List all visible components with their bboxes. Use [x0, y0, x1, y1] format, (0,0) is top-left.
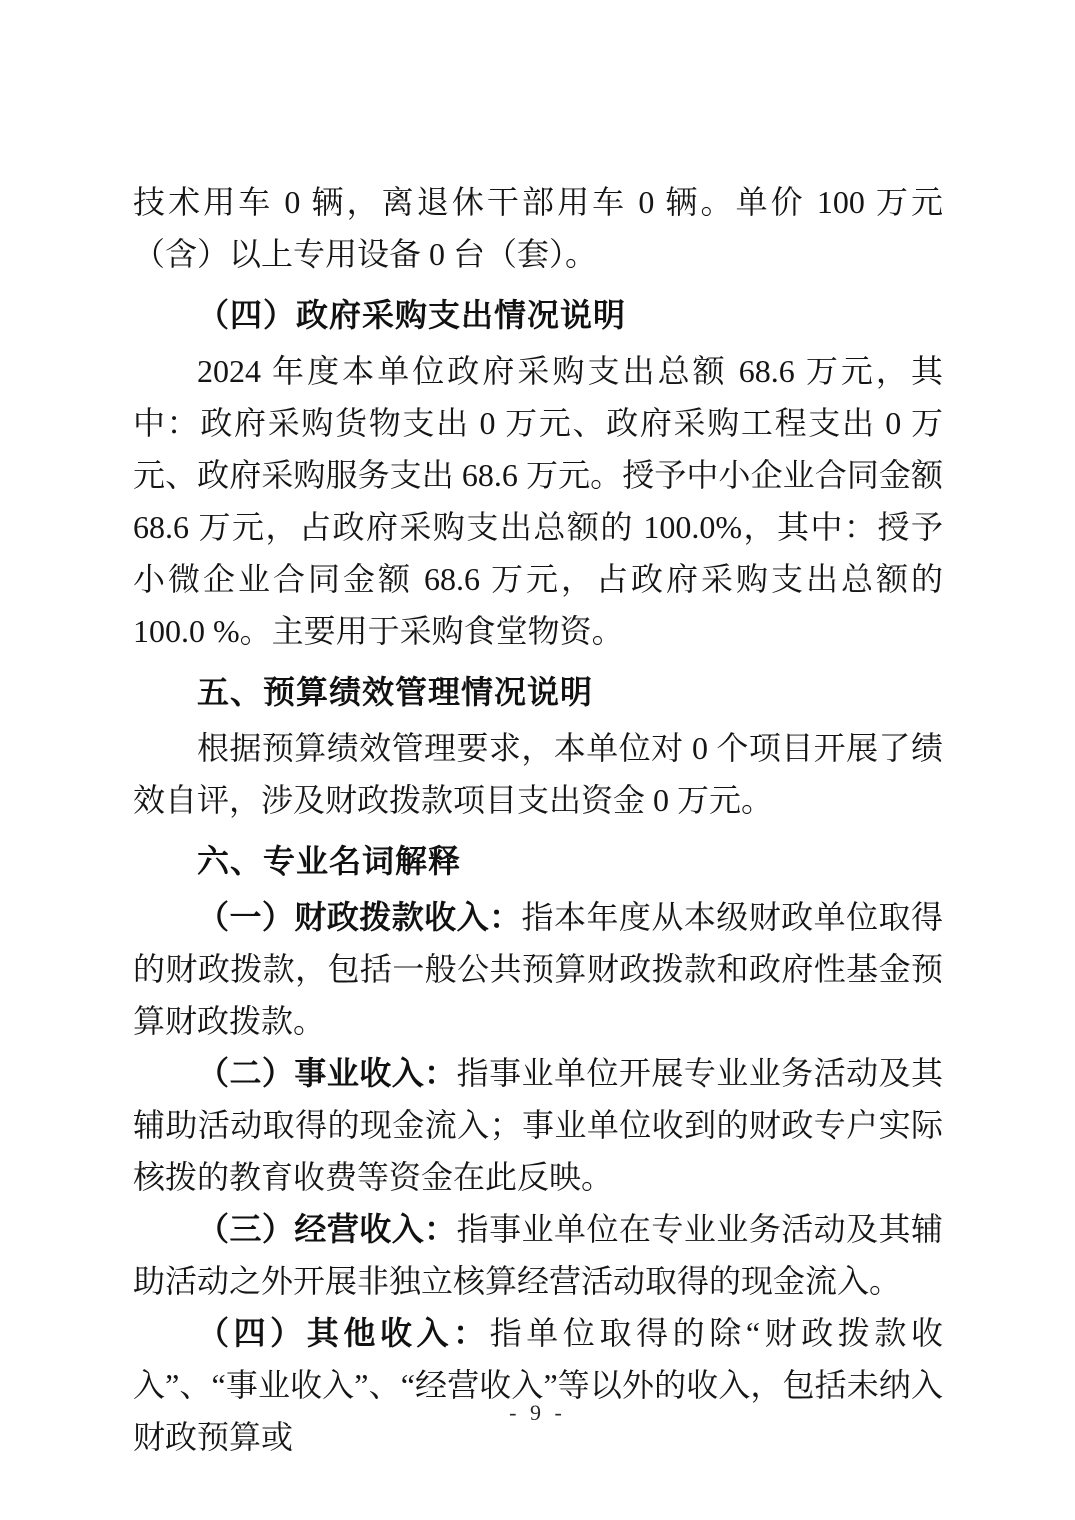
term-lead-fiscal-appropriation-income: （一）财政拨款收入：: [197, 899, 522, 935]
paragraph-vehicles-equipment-continuation: 技术用车 0 辆，离退休干部用车 0 辆。单价 100 万元（含）以上专用设备 0 台（套）。: [133, 184, 943, 272]
heading-section5-budget-performance: 五、预算绩效管理情况说明: [197, 674, 594, 710]
term-lead-operating-income: （三）经营收入：: [197, 1211, 457, 1247]
term-desc-operating-income: 指事业单位在专业业务活动及其辅助活动之外开展非独立核算经营活动取得的现金流入。: [133, 1211, 943, 1299]
term-desc-other-income: 指单位取得的除“财政拨款收入”、“事业收入”、“经营收入”等以外的收入，包括未纳入财政预算或: [133, 1315, 943, 1455]
term-desc-institutional-income: 指事业单位开展专业业务活动及其辅助活动取得的现金流入；事业单位收到的财政专户实际核拨的教育收费等资金在此反映。: [133, 1055, 943, 1195]
term-desc-fiscal-appropriation-income: 指本年度从本级财政单位取得的财政拨款，包括一般公共预算财政拨款和政府性基金预算财政拨款。: [133, 899, 943, 1039]
heading-section4-government-procurement: （四）政府采购支出情况说明: [197, 297, 627, 333]
term-paragraph-operating-income: [133, 1203, 943, 1307]
term-lead-institutional-income: （二）事业收入：: [197, 1055, 457, 1091]
document-content: [133, 176, 943, 1463]
heading-section6-terminology: 六、专业名词解释: [197, 843, 462, 879]
term-paragraph-other-income: [133, 1307, 943, 1463]
term-paragraph-fiscal-appropriation-income: [133, 891, 943, 1047]
term-lead-other-income: （四）其他收入：: [197, 1315, 490, 1351]
paragraph-budget-performance: 根据预算绩效管理要求，本单位对 0 个项目开展了绩效自评，涉及财政拨款项目支出资金 0 万元。: [133, 730, 943, 818]
paragraph-government-procurement: 2024 年度本单位政府采购支出总额 68.6 万元，其中：政府采购货物支出 0 万元、政府采购工程支出 0 万元、政府采购服务支出 68.6 万元。授予中小企业合同金额 68.6 万元，占政府采购支出总额的 100.0%，其中：授予小微企业合同金额 68.6 万元，占政府采购支出总额的 100.0 %。主要用于采购食堂物资。: [133, 353, 943, 649]
page-number: - 9 -: [509, 1400, 566, 1425]
term-paragraph-institutional-income: [133, 1047, 943, 1203]
